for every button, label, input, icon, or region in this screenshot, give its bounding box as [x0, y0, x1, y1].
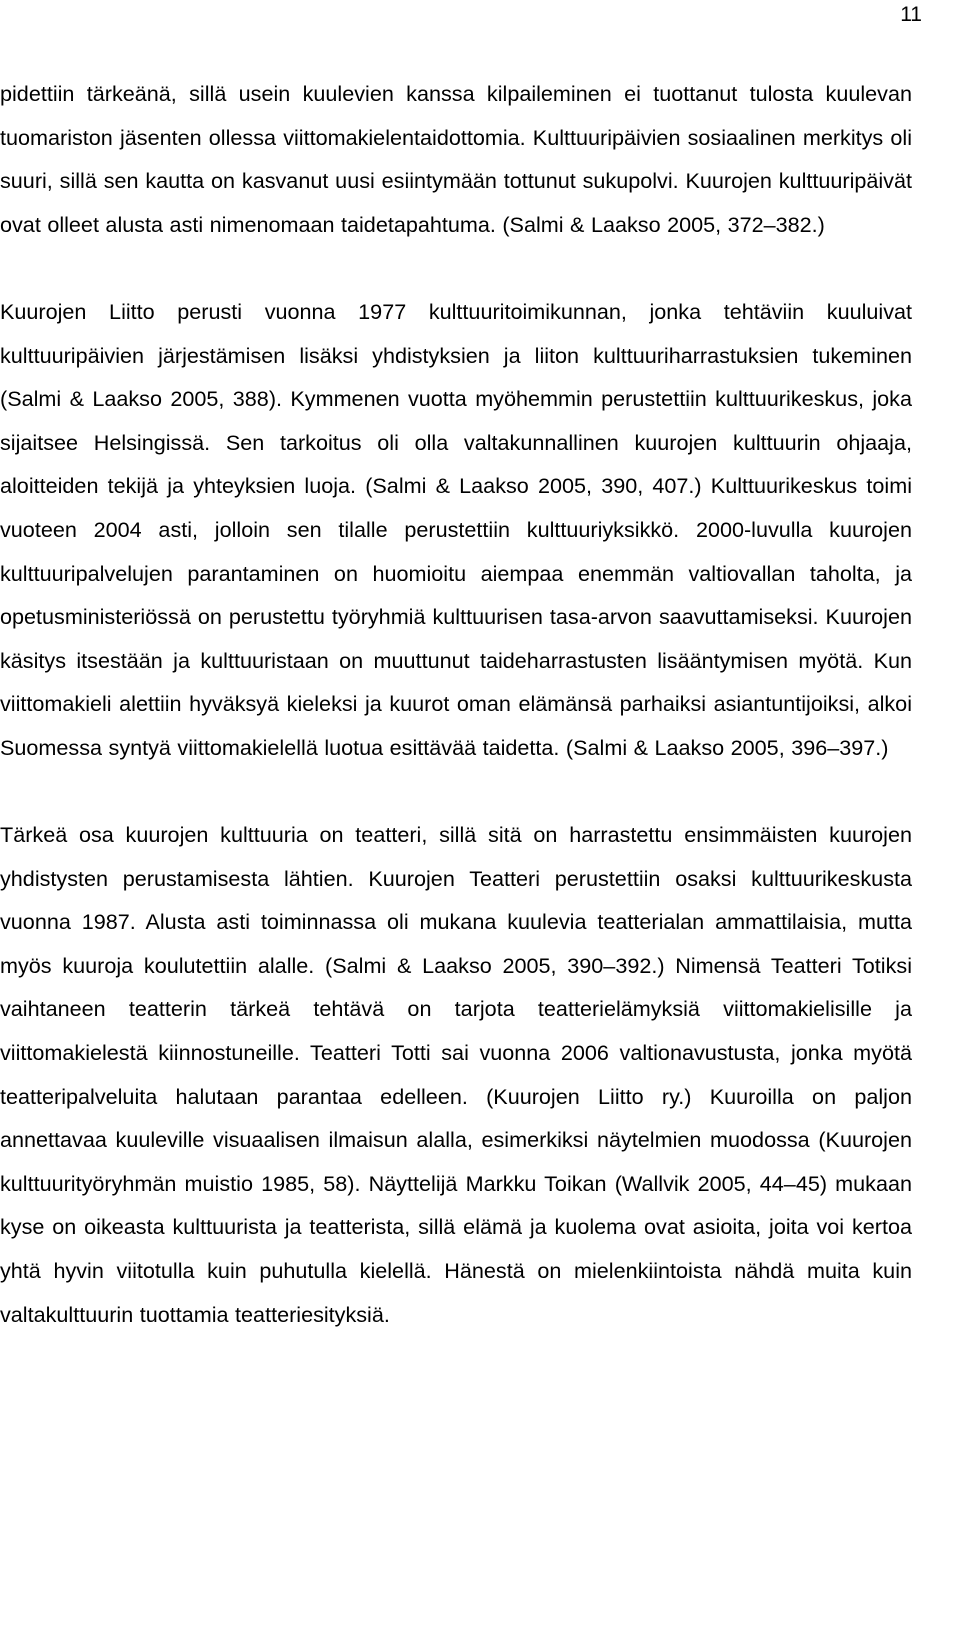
page-body [0, 72, 912, 1336]
paragraph-spacer [0, 770, 912, 814]
paragraph-deaf-theatre: Tärkeä osa kuurojen kulttuuria on teatteri, sillä sitä on harrastettu ensimmäisten kuurojen yhdistysten perustamisesta lähtien. Kuurojen Teatteri perustettiin osaksi kulttuurikeskusta vuonna 1987. Alusta asti toiminnassa oli mukana kuulevia teatterialan ammattilaisia, mutta myös kuuroja koulutettiin alalle. (Salmi & Laakso 2005, 390–392.) Nimensä Teatteri Totiksi vaihtaneen teatterin tärkeä tehtävä on tarjota teatterielämyksiä viittomakielisille ja viittomakielestä kiinnostuneille. Teatteri Totti sai vuonna 2006 valtionavustusta, jonka myötä teatteripalveluita halutaan parantaa edelleen. (Kuurojen Liitto ry.) Kuuroilla on paljon annettavaa kuuleville visuaalisen ilmaisun alalla, esimerkiksi näytelmien muodossa (Kuurojen kulttuurityöryhmän muistio 1985, 58). Näyttelijä Markku Toikan (Wallvik 2005, 44–45) mukaan kyse on oikeasta kulttuurista ja teatterista, sillä elämä ja kuolema ovat asioita, joita voi kertoa yhtä hyvin viitotulla kuin puhutulla kielellä. Hänestä on mielenkiintoista nähdä muita kuin valtakulttuurin tuottamia teatteriesityksiä. [0, 822, 912, 1327]
paragraph-culture-committee: Kuurojen Liitto perusti vuonna 1977 kulttuuritoimikunnan, jonka tehtäviin kuuluivat kulttuuripäivien järjestämisen lisäksi yhdistyksien ja liiton kulttuuriharrastuksien tukeminen (Salmi & Laakso 2005, 388). Kymmenen vuotta myöhemmin perustettiin kulttuurikeskus, joka sijaitsee Helsingissä. Sen tarkoitus oli olla valtakunnallinen kuurojen kulttuurin ohjaaja, aloitteiden tekijä ja yhteyksien luoja. (Salmi & Laakso 2005, 390, 407.) Kulttuurikeskus toimi vuoteen 2004 asti, jolloin sen tilalle perustettiin kulttuuriyksikkö. 2000-luvulla kuurojen kulttuuripalvelujen parantaminen on huomioitu aiempaa enemmän valtiovallan taholta, ja opetusministeriössä on perustettu työryhmiä kulttuurisen tasa-arvon saavuttamiseksi. Kuurojen käsitys itsestään ja kulttuuristaan on muuttunut taideharrastusten lisääntymisen myötä. Kun viittomakieli alettiin hyväksyä kieleksi ja kuurot oman elämänsä parhaiksi asiantuntijoiksi, alkoi Suomessa syntyä viittomakielellä luotua esittävää taidetta. (Salmi & Laakso 2005, 396–397.) [0, 298, 912, 760]
paragraph-cultural-days: pidettiin tärkeänä, sillä usein kuulevien kanssa kilpaileminen ei tuottanut tulosta kuulevan tuomariston jäsenten ollessa viittomakielentaidottomia. Kulttuuripäivien sosiaalinen merkitys oli suuri, sillä sen kautta on kasvanut uusi esiintymään tottunut sukupolvi. Kuurojen kulttuuripäivät ovat olleet alusta asti nimenomaan taidetapahtuma. (Salmi & Laakso 2005, 372–382.) [0, 81, 912, 237]
paragraph-spacer [0, 246, 912, 290]
page-number: 11 [900, 3, 922, 26]
